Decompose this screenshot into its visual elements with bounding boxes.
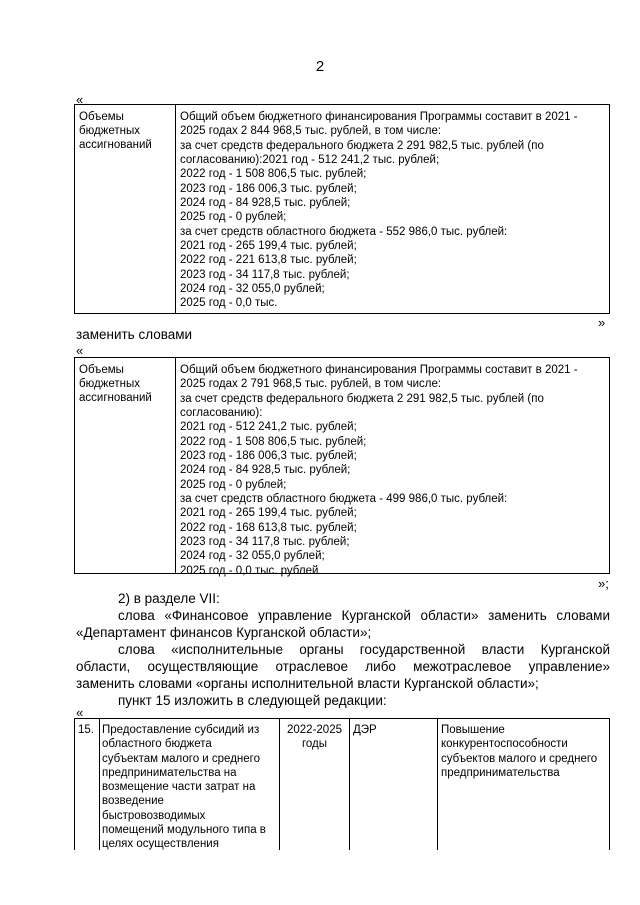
desc-line: Предоставление субсидий из (102, 724, 260, 736)
table-divider (99, 719, 100, 850)
desc-line: возведение (102, 795, 164, 808)
desc-line: областного бюджета (102, 738, 212, 751)
text-line: Общий объем бюджетного финансирования Программы составит в 2021 - (180, 111, 578, 123)
text-line: 2021 год - 512 241,2 тыс. рублей; (180, 421, 357, 434)
text-line: 2022 год - 1 508 806,5 тыс. рублей; (180, 435, 367, 448)
text-line: 2021 год - 265 199,4 тыс. рублей; (180, 240, 357, 253)
section-heading: 2) в разделе VII: (118, 591, 220, 606)
result-line: Повышение (441, 724, 505, 736)
item-number: 15. (78, 724, 94, 736)
quote-open-3: « (76, 705, 84, 720)
text-line: 2022 год - 168 613,8 тыс. рублей; (180, 521, 357, 534)
budget-table-new (74, 357, 610, 577)
budget-label-new (79, 363, 152, 405)
text-line: 2023 год - 186 006,3 тыс. рублей; (180, 450, 357, 463)
text-line: 2023 год - 34 117,8 тыс. рублей; (180, 536, 350, 549)
text-line: 2023 год - 34 117,8 тыс. рублей; (180, 268, 350, 281)
text-line: 2025 год - 0 рублей; (180, 211, 287, 224)
text-line: 2024 год - 84 928,5 тыс. рублей; (180, 464, 351, 477)
table-divider (175, 358, 176, 573)
text-line: за счет средств областного бюджета - 499 986,0 тыс. рублей: (180, 493, 508, 506)
desc-line: быстровозводимых (102, 809, 206, 822)
text-line: за счет средств федерального бюджета 2 291 982,5 тыс. рублей (по (180, 392, 544, 405)
section-line: области, осуществляющие отраслевое либо межотраслевое управление» (76, 659, 610, 674)
result-line: субъектов малого и среднего (441, 752, 598, 765)
text-line: 2025 год - 0 рублей; (180, 478, 287, 491)
item-description (102, 723, 266, 852)
label-line: ассигнований (79, 392, 152, 404)
text-line: 2022 год - 221 613,8 тыс. рублей; (180, 254, 357, 267)
item-executor: ДЭР (353, 724, 377, 736)
budget-table-old (74, 104, 610, 314)
text-line: согласованию):2021 год - 512 241,2 тыс. рублей; (180, 154, 440, 167)
desc-line: помещений модульного типа в (102, 824, 266, 837)
quote-close-1: » (598, 315, 606, 330)
text-line: 2025 годах 2 791 968,5 тыс. рублей, в том числе: (180, 378, 442, 391)
item-result (441, 723, 597, 780)
desc-line: предпринимательства на (102, 766, 237, 779)
quote-close-2: »; (598, 576, 609, 591)
desc-line: целях осуществления (102, 838, 219, 851)
desc-line: субъектам малого и среднего (102, 752, 260, 765)
budget-label-old (79, 110, 152, 152)
text-line: за счет средств областного бюджета - 552 986,0 тыс. рублей: (180, 225, 508, 238)
budget-text-old (180, 110, 578, 311)
text-line: 2024 год - 32 055,0 рублей; (180, 550, 325, 563)
quote-open-2: « (76, 343, 84, 358)
budget-text-new (180, 363, 578, 578)
result-line: конкурентоспособности (441, 738, 568, 751)
years-line: 2022-2025 (287, 724, 342, 736)
section-line: заменить словами «органы исполнительной власти Курганской области»; (76, 676, 539, 691)
label-line: бюджетных (79, 125, 141, 137)
replace-words: заменить словами (76, 327, 193, 342)
table-divider (349, 719, 350, 850)
text-line: 2024 год - 32 055,0 рублей; (180, 283, 325, 296)
text-line: 2025 год - 0,0 тыс. рублей (180, 564, 319, 577)
section-line: слова «Финансовое управление Курганской области» заменить словами (118, 608, 610, 623)
quote-open-1: « (76, 92, 84, 107)
page-number: 2 (315, 58, 325, 75)
text-line: 2022 год - 1 508 806,5 тыс. рублей; (180, 168, 367, 181)
section-line: пункт 15 изложить в следующей редакции: (118, 693, 387, 708)
text-line: 2021 год - 265 199,4 тыс. рублей; (180, 507, 357, 520)
label-line: ассигнований (79, 139, 152, 151)
result-line: предпринимательства (441, 766, 560, 779)
section-line: «Департамент финансов Курганской области»; (76, 625, 372, 640)
text-line: Общий объем бюджетного финансирования Программы составит в 2021 - (180, 364, 578, 376)
text-line: согласованию): (180, 407, 263, 420)
table-divider (175, 105, 176, 313)
text-line: 2024 год - 84 928,5 тыс. рублей; (180, 197, 351, 210)
table-divider (437, 719, 438, 850)
label-line: бюджетных (79, 378, 141, 390)
text-line: 2025 год - 0,0 тыс. (180, 297, 278, 310)
years-line: годы (301, 738, 328, 751)
text-line: 2023 год - 186 006,3 тыс. рублей; (180, 182, 357, 195)
desc-line: возмещение части затрат на (102, 781, 256, 794)
text-line: за счет средств федерального бюджета 2 291 982,5 тыс. рублей (по (180, 139, 544, 152)
label-line: Объемы (79, 364, 124, 376)
section-line: слова «исполнительные органы государственной власти Курганской (118, 642, 610, 657)
item-years (280, 723, 349, 752)
measures-table (74, 718, 610, 850)
label-line: Объемы (79, 111, 124, 123)
text-line: 2025 годах 2 844 968,5 тыс. рублей, в том числе: (180, 125, 442, 138)
